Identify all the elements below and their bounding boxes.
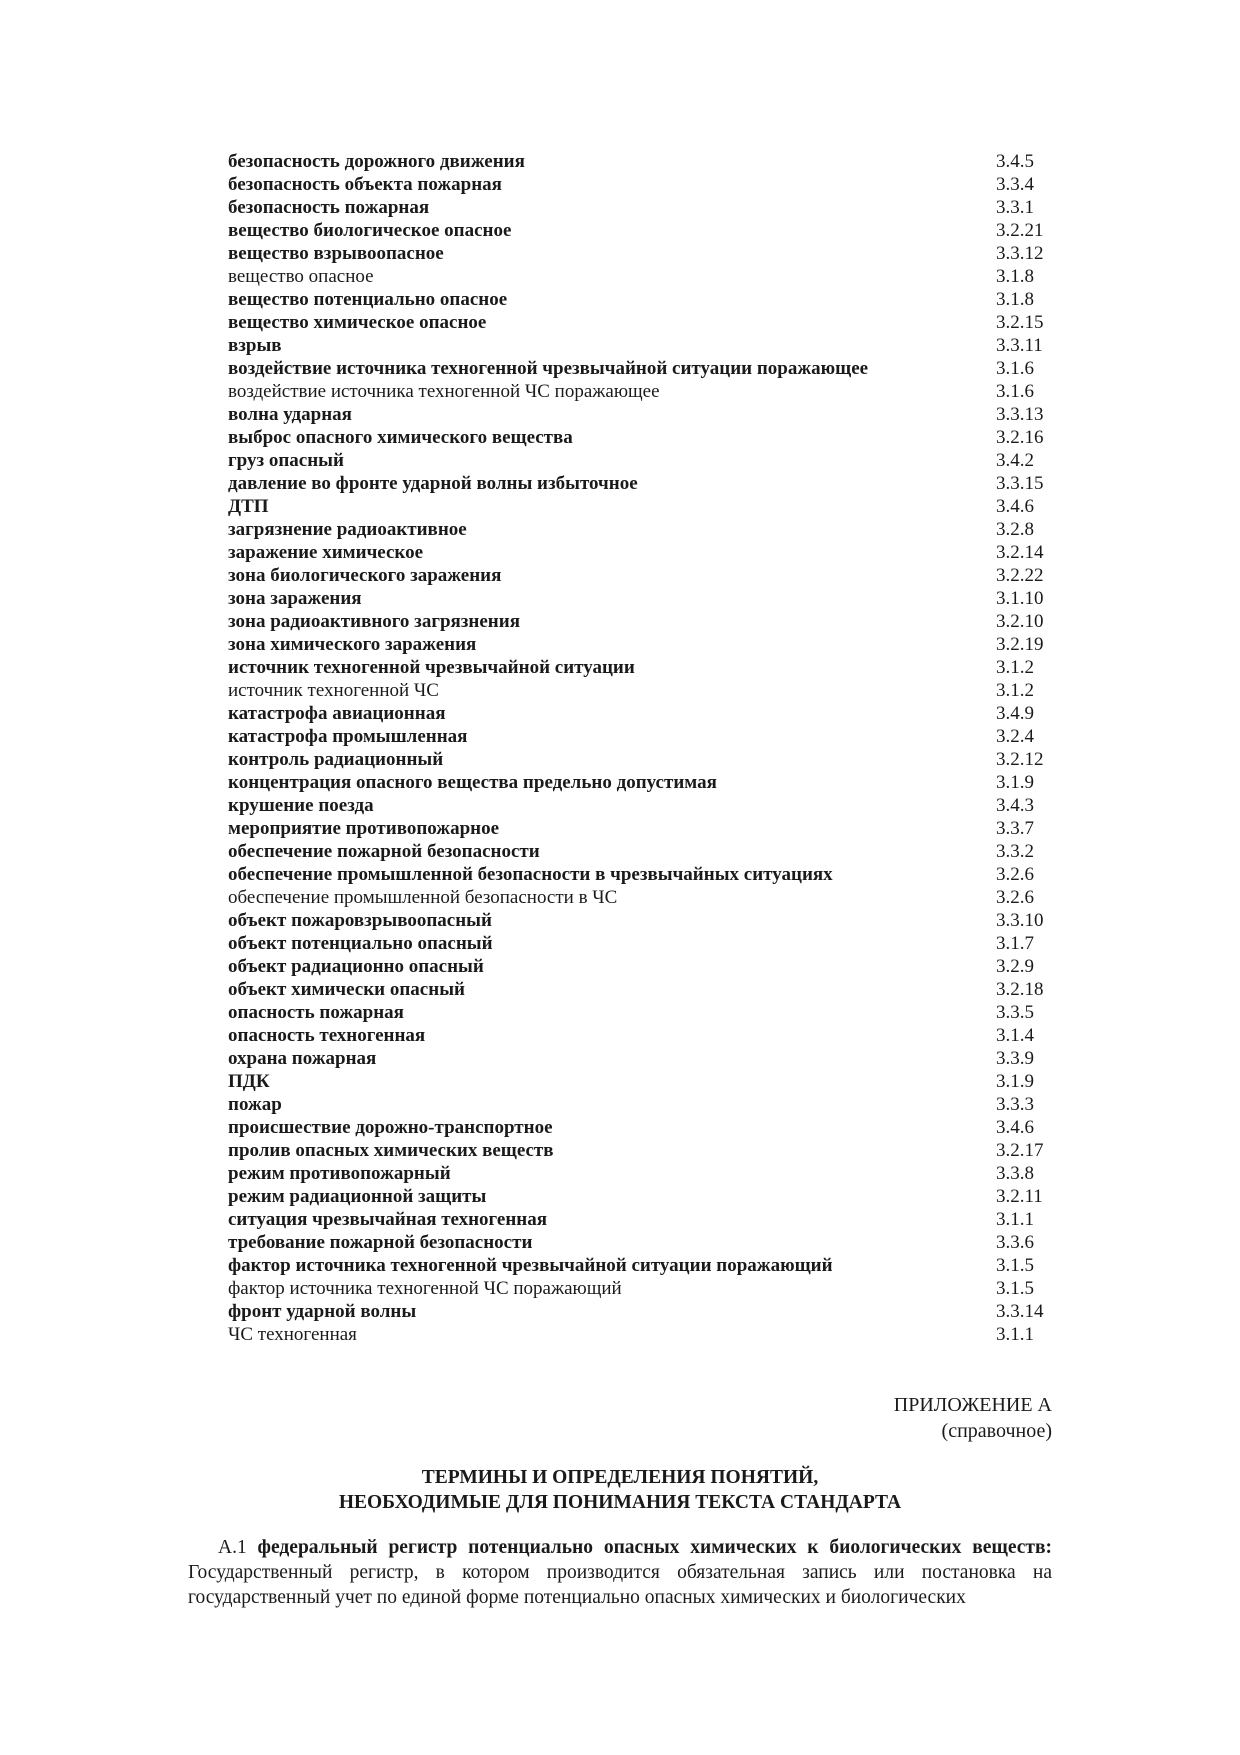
index-row: [228, 150, 1058, 173]
index-ref: 3.2.22: [996, 565, 1044, 586]
index-term: объект радиационно опасный: [228, 956, 484, 977]
index-row: [228, 495, 1058, 518]
appendix-title: ПРИЛОЖЕНИЕ А: [893, 1394, 1052, 1416]
index-ref: 3.1.5: [996, 1255, 1034, 1276]
index-ref: 3.1.2: [996, 680, 1034, 701]
index-ref: 3.2.9: [996, 956, 1034, 977]
index-ref: 3.3.15: [996, 473, 1044, 494]
section-heading: [188, 1465, 1052, 1515]
index-row: [228, 1300, 1058, 1323]
index-row: [228, 403, 1058, 426]
index-ref: 3.2.19: [996, 634, 1044, 655]
section-heading-line-2: НЕОБХОДИМЫЕ ДЛЯ ПОНИМАНИЯ ТЕКСТА СТАНДАРТА: [338, 1492, 902, 1513]
index-row: [228, 587, 1058, 610]
index-ref: 3.1.1: [996, 1209, 1034, 1230]
index-row: [228, 173, 1058, 196]
index-row: [228, 541, 1058, 564]
index-ref: 3.2.18: [996, 979, 1044, 1000]
index-row: [228, 817, 1058, 840]
index-term: фронт ударной волны: [228, 1301, 417, 1322]
index-ref: 3.1.8: [996, 266, 1034, 287]
index-row: [228, 656, 1058, 679]
index-row: [228, 357, 1058, 380]
index-row: [228, 1001, 1058, 1024]
index-row: [228, 863, 1058, 886]
index-row: [228, 932, 1058, 955]
index-row: [228, 610, 1058, 633]
index-term: вещество биологическое опасное: [228, 220, 512, 241]
index-ref: 3.4.6: [996, 1117, 1034, 1138]
index-ref: 3.1.4: [996, 1025, 1034, 1046]
index-ref: 3.2.6: [996, 887, 1034, 908]
index-ref: 3.1.7: [996, 933, 1034, 954]
definition-term: федеральный регистр потенциально опасных химических к биологических веществ:: [257, 1537, 1052, 1558]
index-term: заражение химическое: [228, 542, 424, 563]
index-term: выброс опасного химического вещества: [228, 427, 573, 448]
index-term: взрыв: [228, 335, 282, 356]
index-row: [228, 840, 1058, 863]
index-row: [228, 1116, 1058, 1139]
index-ref: 3.2.16: [996, 427, 1044, 448]
index-ref: 3.2.12: [996, 749, 1044, 770]
index-row: [228, 265, 1058, 288]
index-row: [228, 196, 1058, 219]
index-term: фактор источника техногенной чрезвычайной ситуации поражающий: [228, 1255, 833, 1276]
index-term: режим радиационной защиты: [228, 1186, 487, 1207]
index-row: [228, 564, 1058, 587]
index-term: фактор источника техногенной ЧС поражающий: [228, 1278, 622, 1299]
index-term: давление во фронте ударной волны избыточное: [228, 473, 638, 494]
index-row: [228, 748, 1058, 771]
index-term: пожар: [228, 1094, 282, 1115]
index-row: [228, 1162, 1058, 1185]
index-term: источник техногенной чрезвычайной ситуации: [228, 657, 635, 678]
index-ref: 3.4.5: [996, 151, 1034, 172]
index-term: воздействие источника техногенной ЧС поражающее: [228, 381, 660, 402]
index-term: вещество химическое опасное: [228, 312, 487, 333]
index-ref: 3.1.10: [996, 588, 1044, 609]
index-row: [228, 242, 1058, 265]
index-term: вещество потенциально опасное: [228, 289, 508, 310]
index-row: [228, 702, 1058, 725]
index-ref: 3.3.11: [996, 335, 1043, 356]
index-term: обеспечение пожарной безопасности: [228, 841, 540, 862]
index-row: [228, 1277, 1058, 1300]
index-term: происшествие дорожно-транспортное: [228, 1117, 553, 1138]
index-term: ПДК: [228, 1071, 270, 1092]
definition-text: Государственный регистр, в котором производится обязательная запись или постановка на государственный учет по единой форме потенциально опасных химических и биологических: [188, 1562, 1052, 1608]
index-row: [228, 1185, 1058, 1208]
index-row: [228, 1231, 1058, 1254]
appendix-subtitle: (справочное): [941, 1420, 1052, 1442]
term-index: [228, 150, 1058, 1346]
index-ref: 3.3.3: [996, 1094, 1034, 1115]
index-term: объект пожаровзрывоопасный: [228, 910, 492, 931]
index-ref: 3.2.21: [996, 220, 1044, 241]
index-row: [228, 1323, 1058, 1346]
index-ref: 3.2.17: [996, 1140, 1044, 1161]
index-term: режим противопожарный: [228, 1163, 451, 1184]
index-term: концентрация опасного вещества предельно допустимая: [228, 772, 717, 793]
index-term: зона заражения: [228, 588, 362, 609]
index-row: [228, 518, 1058, 541]
index-term: пролив опасных химических веществ: [228, 1140, 554, 1161]
index-term: требование пожарной безопасности: [228, 1232, 533, 1253]
index-row: [228, 886, 1058, 909]
index-row: [228, 633, 1058, 656]
index-term: зона биологического заражения: [228, 565, 502, 586]
index-row: [228, 794, 1058, 817]
index-ref: 3.2.8: [996, 519, 1034, 540]
index-term: безопасность объекта пожарная: [228, 174, 502, 195]
index-ref: 3.2.10: [996, 611, 1044, 632]
index-ref: 3.4.2: [996, 450, 1034, 471]
index-ref: 3.3.1: [996, 197, 1034, 218]
index-ref: 3.3.4: [996, 174, 1034, 195]
index-ref: 3.2.11: [996, 1186, 1043, 1207]
index-ref: 3.1.9: [996, 772, 1034, 793]
index-ref: 3.3.14: [996, 1301, 1044, 1322]
index-term: ситуация чрезвычайная техногенная: [228, 1209, 548, 1230]
index-term: катастрофа промышленная: [228, 726, 468, 747]
index-ref: 3.3.10: [996, 910, 1044, 931]
index-term: ЧС техногенная: [228, 1324, 357, 1345]
index-term: крушение поезда: [228, 795, 374, 816]
index-row: [228, 380, 1058, 403]
index-ref: 3.1.6: [996, 358, 1034, 379]
index-ref: 3.1.8: [996, 289, 1034, 310]
index-term: контроль радиационный: [228, 749, 444, 770]
index-row: [228, 1208, 1058, 1231]
index-row: [228, 955, 1058, 978]
index-ref: 3.3.5: [996, 1002, 1034, 1023]
index-ref: 3.3.9: [996, 1048, 1034, 1069]
index-row: [228, 426, 1058, 449]
index-ref: 3.3.6: [996, 1232, 1034, 1253]
index-row: [228, 311, 1058, 334]
index-term: ДТП: [228, 496, 269, 517]
index-term: волна ударная: [228, 404, 352, 425]
index-term: источник техногенной ЧС: [228, 680, 439, 701]
index-ref: 3.1.2: [996, 657, 1034, 678]
index-term: обеспечение промышленной безопасности в чрезвычайных ситуациях: [228, 864, 833, 885]
index-term: охрана пожарная: [228, 1048, 377, 1069]
index-row: [228, 1047, 1058, 1070]
index-term: объект потенциально опасный: [228, 933, 493, 954]
index-row: [228, 449, 1058, 472]
index-row: [228, 1139, 1058, 1162]
index-row: [228, 472, 1058, 495]
index-term: обеспечение промышленной безопасности в ЧС: [228, 887, 618, 908]
index-row: [228, 1254, 1058, 1277]
index-row: [228, 679, 1058, 702]
index-ref: 3.2.15: [996, 312, 1044, 333]
index-ref: 3.1.9: [996, 1071, 1034, 1092]
index-ref: 3.2.14: [996, 542, 1044, 563]
index-term: безопасность дорожного движения: [228, 151, 525, 172]
index-row: [228, 1070, 1058, 1093]
index-row: [228, 978, 1058, 1001]
index-term: воздействие источника техногенной чрезвычайной ситуации поражающее: [228, 358, 869, 379]
index-term: опасность техногенная: [228, 1025, 426, 1046]
index-ref: 3.3.12: [996, 243, 1044, 264]
index-ref: 3.1.6: [996, 381, 1034, 402]
index-term: безопасность пожарная: [228, 197, 430, 218]
index-ref: 3.3.13: [996, 404, 1044, 425]
index-term: зона химического заражения: [228, 634, 477, 655]
index-row: [228, 1024, 1058, 1047]
index-ref: 3.3.7: [996, 818, 1034, 839]
index-ref: 3.3.8: [996, 1163, 1034, 1184]
index-row: [228, 219, 1058, 242]
definition-paragraph: [188, 1535, 1052, 1610]
index-row: [228, 725, 1058, 748]
index-term: зона радиоактивного загрязнения: [228, 611, 520, 632]
definition-number: А.1: [218, 1537, 247, 1558]
index-ref: 3.2.6: [996, 864, 1034, 885]
index-ref: 3.2.4: [996, 726, 1034, 747]
index-ref: 3.3.2: [996, 841, 1034, 862]
index-row: [228, 909, 1058, 932]
index-ref: 3.4.9: [996, 703, 1034, 724]
index-ref: 3.1.5: [996, 1278, 1034, 1299]
index-term: вещество опасное: [228, 266, 374, 287]
index-row: [228, 771, 1058, 794]
index-term: объект химически опасный: [228, 979, 465, 1000]
section-heading-line-1: ТЕРМИНЫ И ОПРЕДЕЛЕНИЯ ПОНЯТИЙ,: [421, 1467, 819, 1488]
index-term: вещество взрывоопасное: [228, 243, 444, 264]
appendix-label: [894, 1392, 1052, 1444]
index-term: мероприятие противопожарное: [228, 818, 500, 839]
index-term: катастрофа авиационная: [228, 703, 446, 724]
index-row: [228, 1093, 1058, 1116]
index-row: [228, 288, 1058, 311]
index-ref: 3.4.6: [996, 496, 1034, 517]
index-ref: 3.4.3: [996, 795, 1034, 816]
index-ref: 3.1.1: [996, 1324, 1034, 1345]
index-term: опасность пожарная: [228, 1002, 404, 1023]
index-term: загрязнение радиоактивное: [228, 519, 467, 540]
index-term: груз опасный: [228, 450, 344, 471]
index-row: [228, 334, 1058, 357]
